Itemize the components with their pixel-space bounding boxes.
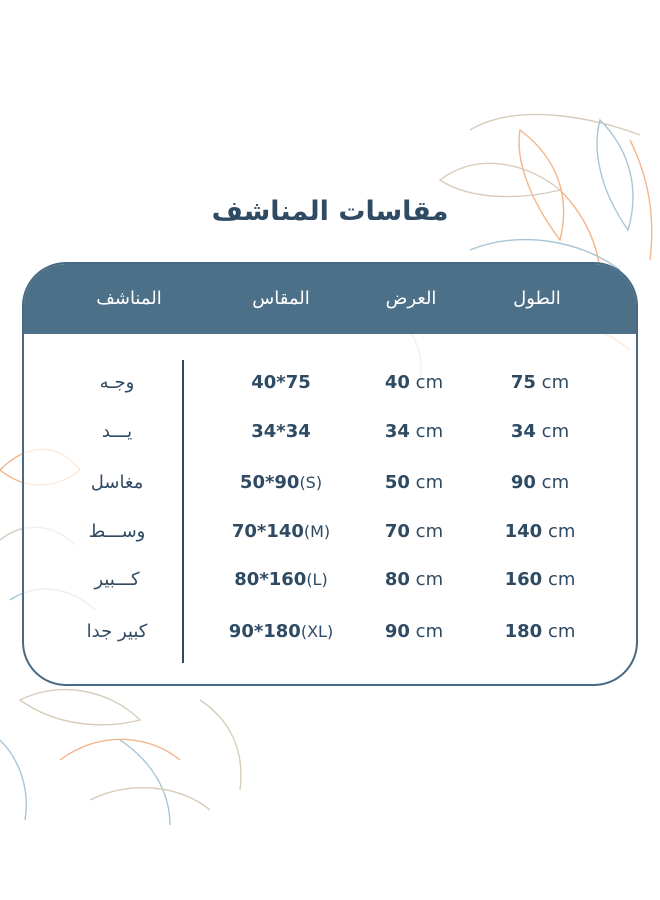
table-row xyxy=(24,472,636,502)
header-length: الطول xyxy=(513,288,561,309)
towel-name: مغاسل xyxy=(90,472,144,493)
width-value: 70 xyxy=(384,521,410,542)
size-value: 50*90 xyxy=(239,472,300,493)
width-unit: cm xyxy=(415,421,444,442)
size-value: 34*34 xyxy=(251,421,311,442)
length-unit: cm xyxy=(541,421,570,442)
table-row xyxy=(24,621,636,651)
size-table xyxy=(22,262,638,686)
size-letter: (S) xyxy=(299,473,323,492)
header-width: العرض xyxy=(385,288,437,309)
width-value: 34 xyxy=(384,421,410,442)
towel-name: وجـه xyxy=(99,372,135,393)
table-row xyxy=(24,372,636,402)
table-header xyxy=(24,264,636,334)
length-unit: cm xyxy=(547,621,576,642)
width-value: 50 xyxy=(384,472,410,493)
header-towels: المناشف xyxy=(96,288,162,309)
size-value: 90*180 xyxy=(228,621,301,642)
width-unit: cm xyxy=(415,472,444,493)
column-divider xyxy=(182,360,184,663)
towel-name: يـــد xyxy=(101,421,133,442)
size-value: 70*140 xyxy=(231,521,304,542)
table-row xyxy=(24,521,636,551)
towel-name: كـــبير xyxy=(94,569,140,590)
length-unit: cm xyxy=(547,569,576,590)
size-letter: (M) xyxy=(303,522,331,541)
size-letter: (L) xyxy=(306,570,328,589)
width-unit: cm xyxy=(415,569,444,590)
width-value: 90 xyxy=(384,621,410,642)
size-value: 40*75 xyxy=(251,372,311,393)
table-row xyxy=(24,569,636,599)
width-value: 40 xyxy=(384,372,410,393)
page-title: مقاسات المناشف xyxy=(211,196,449,227)
header-size: المقاس xyxy=(252,288,310,309)
length-value: 160 xyxy=(504,569,543,590)
length-unit: cm xyxy=(541,372,570,393)
length-value: 90 xyxy=(510,472,536,493)
width-unit: cm xyxy=(415,372,444,393)
length-unit: cm xyxy=(541,472,570,493)
width-unit: cm xyxy=(415,621,444,642)
length-unit: cm xyxy=(547,521,576,542)
width-unit: cm xyxy=(415,521,444,542)
towel-name: وســـط xyxy=(88,521,146,542)
size-value: 80*160 xyxy=(234,569,307,590)
length-value: 75 xyxy=(510,372,536,393)
length-value: 180 xyxy=(504,621,543,642)
size-letter: (XL) xyxy=(300,622,334,641)
length-value: 34 xyxy=(510,421,536,442)
length-value: 140 xyxy=(504,521,543,542)
towel-name: كبير جدا xyxy=(86,621,148,642)
width-value: 80 xyxy=(384,569,410,590)
table-row xyxy=(24,421,636,451)
